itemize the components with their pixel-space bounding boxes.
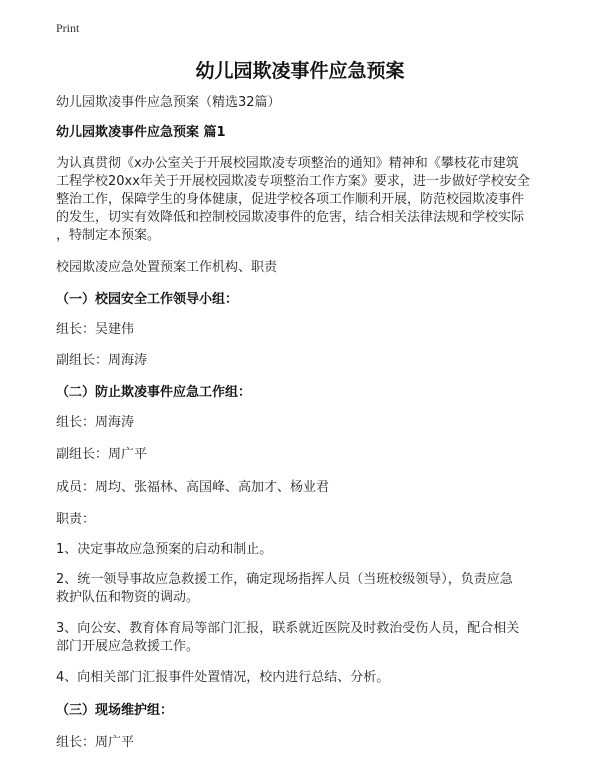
print-link[interactable]: Print bbox=[56, 21, 80, 35]
duty-2-line: 2、统一领导事故应急救援工作，确定现场指挥人员（当班校级领导），负责应急 bbox=[56, 572, 513, 587]
duty-1: 1、决定事故应急预案的启动和制止。 bbox=[56, 542, 273, 557]
duty-2-line: 救护队伍和物资的调动。 bbox=[56, 590, 200, 605]
duty-3-line: 部门开展应急救援工作。 bbox=[56, 639, 200, 654]
group3-leader: 组长：周广平 bbox=[56, 735, 135, 750]
intro-line: 的发生，切实有效降低和控制校园欺凌事件的危害，结合相关法律法规和学校实际 bbox=[56, 210, 525, 225]
group1-deputy: 副组长：周海涛 bbox=[56, 353, 148, 368]
intro-line: 工程学校20xx年关于开展校园欺凌专项整治工作方案》要求，进一步做好学校安全 bbox=[56, 174, 530, 189]
duty-3 bbox=[56, 620, 556, 656]
intro-line: 为认真贯彻《x办公室关于开展校园欺凌专项整治的通知》精神和《攀枝花市建筑 bbox=[56, 156, 519, 171]
duty-4: 4、向相关部门汇报事件处置情况，校内进行总结、分析。 bbox=[56, 670, 390, 685]
group2-leader: 组长：周海涛 bbox=[56, 415, 135, 430]
group1-leader: 组长：吴建伟 bbox=[56, 322, 135, 337]
section-heading: 幼儿园欺凌事件应急预案 篇1 bbox=[56, 125, 226, 140]
group2-heading: （二）防止欺凌事件应急工作组： bbox=[56, 385, 252, 400]
intro-line: 整治工作，保障学生的身体健康，促进学校各项工作顺利开展，防范校园欺凌事件 bbox=[56, 192, 525, 207]
group2-deputy: 副组长：周广平 bbox=[56, 447, 148, 462]
intro-paragraph bbox=[56, 155, 556, 245]
duty-3-line: 3、向公安、教育体育局等部门汇报，联系就近医院及时救治受伤人员，配合相关 bbox=[56, 621, 520, 636]
duty-2 bbox=[56, 571, 556, 607]
group3-heading: （三）现场维护组： bbox=[56, 703, 174, 718]
group1-heading: （一）校园安全工作领导小组： bbox=[56, 292, 239, 307]
org-heading: 校园欺凌应急处置预案工作机构、职责 bbox=[56, 260, 278, 275]
subtitle: 幼儿园欺凌事件应急预案（精选32篇） bbox=[56, 95, 281, 110]
group2-members: 成员：周均、张福林、高国峰、高加才、杨业君 bbox=[56, 480, 330, 495]
duties-label: 职责： bbox=[56, 512, 96, 527]
page-title: 幼儿园欺凌事件应急预案 bbox=[195, 60, 405, 82]
intro-line: ，特制定本预案。 bbox=[56, 228, 161, 243]
